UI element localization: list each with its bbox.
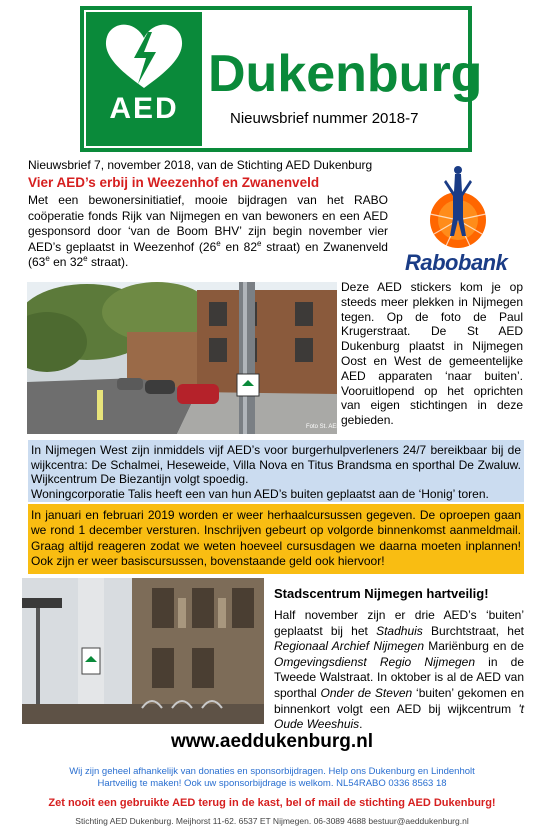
article1-text: Met een bewonersinitiatief, mooie bijdragen van het RABO coöperatie fonds Rijk van Nijmegen en van bewoners en een AED gesponsord door ‘van de Boom BHV’ zijn begin november vier AED’s geplaatst in Weezenhof (26e en 82e straat) en Zwanenveld (63e en 32e straat). <box>28 193 388 270</box>
donation-note <box>30 766 514 790</box>
warning-text: Zet nooit een gebruikte AED terug in de kast, bel of mail de stichting AED Dukenburg! <box>48 797 496 809</box>
article3-text: Half november zijn er drie AED’s ‘buiten’ geplaatst bij het Stadhuis Burchtstraat, het Regionaal Archief Nijmegen Mariënburg en de Omgevingsdienst Regio Nijmegen in de Tweede Walstraat. In oktober is al de AED van sporthal Onder de Steven ‘buiten’ gekomen en binnenkort volgt een AED bij wijkcentrum 't Oude Weeshuis. <box>274 608 525 732</box>
logo-aed-text: AED <box>109 92 179 125</box>
course-info-box <box>28 504 524 574</box>
street-photo <box>27 282 337 434</box>
article3-heading: Stadscentrum Nijmegen hartveilig! <box>274 586 489 601</box>
newsletter-title: Dukenburg <box>208 45 483 103</box>
rabobank-wordmark: Rabobank <box>405 250 508 275</box>
article1-heading: Vier AED’s erbij in Weezenhof en Zwanenveld <box>28 175 320 190</box>
newsletter-number: Nieuwsbrief nummer 2018-7 <box>230 110 419 127</box>
donation-note-line2: Hartveilig te maken! Ook uw sponsorbijdrage is welkom. NL54RABO 0336 8563 18 <box>97 778 447 789</box>
contact-address: Stichting AED Dukenburg. Meijhorst 11-62. 6537 ET Nijmegen. 06-3089 4688 bestuur@aeddukenburg.nl <box>75 816 469 826</box>
talis-info-text: Woningcorporatie Talis heeft een van hun AED’s buiten geplaatst aan de ‘Honig’ toren. <box>31 487 489 502</box>
west-info-box <box>28 440 524 502</box>
photo-credit: Foto St. AED <box>306 424 341 430</box>
website-link[interactable]: www.aeddukenburg.nl <box>171 731 373 752</box>
course-info-text: In januari en februari 2019 worden er weer herhaalcursussen gegeven. De oproepen gaan we rond 1 december versturen. Inschrijven gebeurt op volgorde binnenkomst aanmeldmail. Graag altijd reageren zodat we weten hoeveel cursusdagen we daarna moeten inplannen! Ook zijn er weer basiscursussen, bovenstaande geld ook hiervoor! <box>31 508 521 569</box>
intro-line: Nieuwsbrief 7, november 2018, van de Stichting AED Dukenburg <box>28 158 373 172</box>
article2-text: Deze AED stickers kom je op steeds meer plekken in Nijmegen tegen. Op de foto de Paul Krugerstraat. De St AED Dukenburg plaatst in Nijmegen Oost en West de gemeentelijke AED apparaten ‘naar buiten’. Vooruitlopend op het oprichten van eigen stichtingen in deze gebieden. <box>341 280 523 428</box>
city-hall-photo <box>22 578 264 724</box>
west-info-text: In Nijmegen West zijn inmiddels vijf AED’s voor burgerhulpverleners 24/7 bereikbaar bij de wijkcentra: De Schalmei, Heseweide, Villa Nova en Titus Brandsma en sporthal De Zwaluw. Wijkcentrum De Biezantijn volgt spoedig. <box>31 443 521 487</box>
donation-note-line1: Wij zijn geheel afhankelijk van donaties en sponsorbijdragen. Help ons Dukenburg en Lindenholt <box>69 766 475 777</box>
